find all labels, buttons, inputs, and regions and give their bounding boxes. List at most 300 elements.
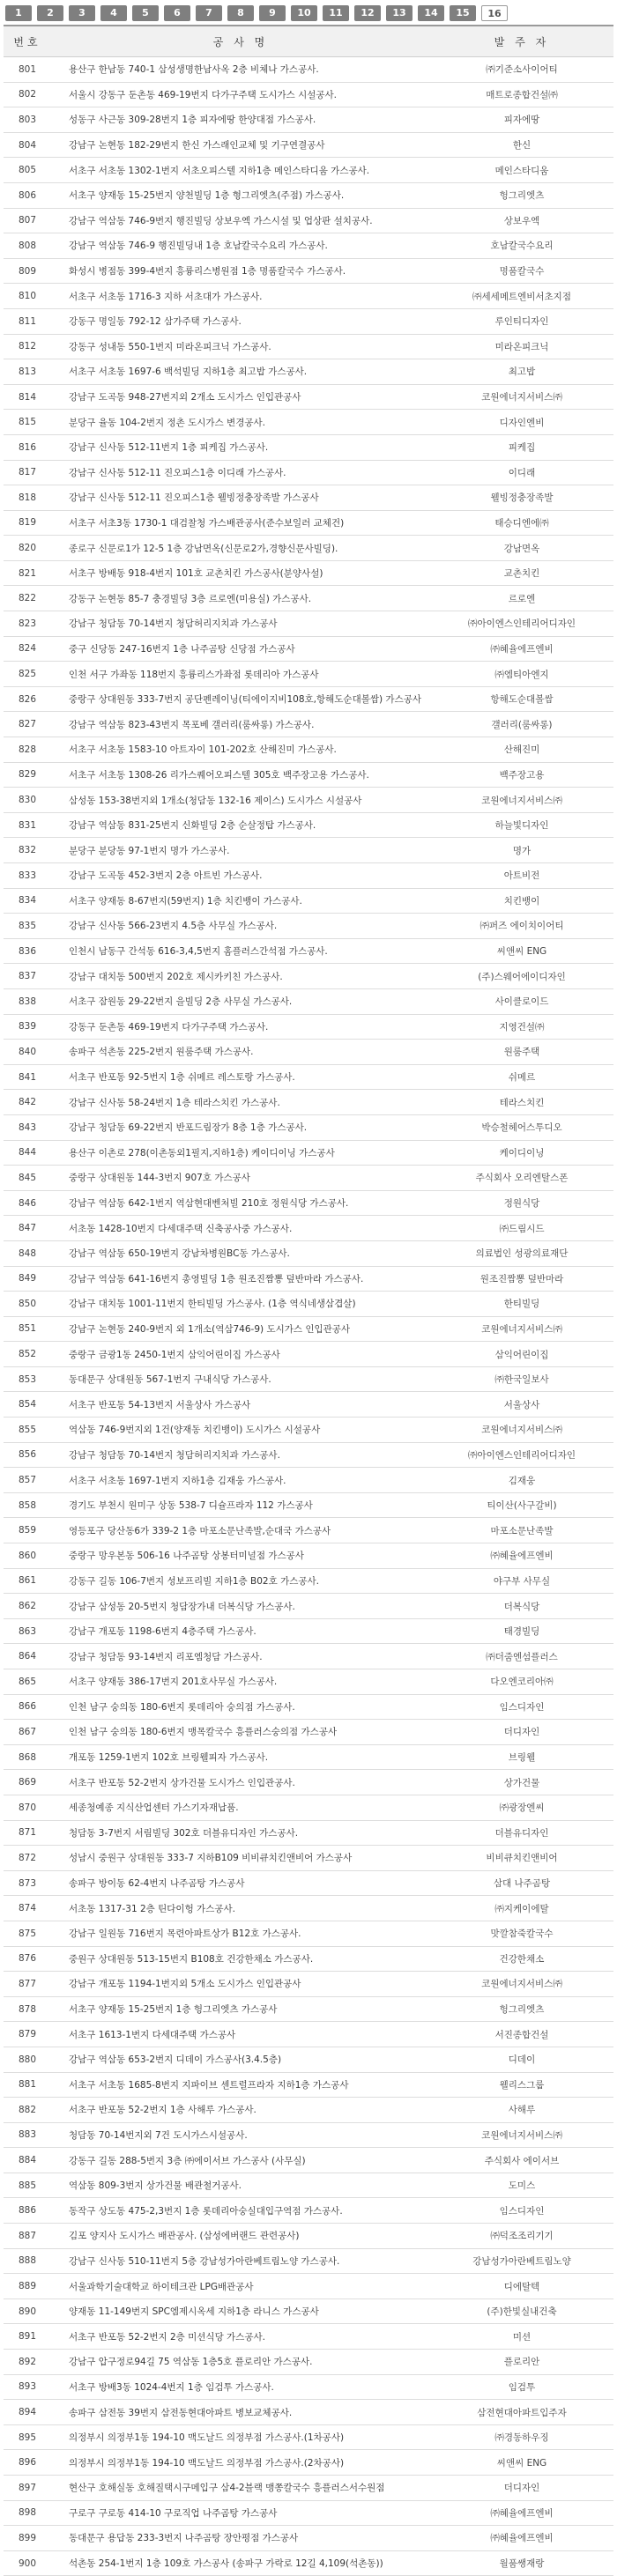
row-number: 851 [4,1316,51,1342]
table-row[interactable] [4,2098,613,2123]
client-name: ㈜혜율에프엔비 [430,1543,613,1569]
project-name-link[interactable]: 강동구 명일동 792-12 삼가주택 가스공사. [51,308,430,334]
client-name: 코원에너지서비스㈜ [430,1972,613,1997]
table-row[interactable] [4,510,613,536]
project-name-link[interactable]: 중원구 상대원동 513-15번지 B108호 건강한채소 가스공사. [51,1946,430,1972]
row-number: 887 [4,2224,51,2249]
table-row[interactable] [4,2424,613,2450]
project-name-link[interactable]: 중랑구 상대원동 144-3번지 907호 가스공사 [51,1166,430,1191]
row-number: 810 [4,284,51,309]
client-name: 헝그리엣츠 [430,1996,613,2022]
project-name-link[interactable]: 강남구 청담동 70-14번지 청담허리지치과 가스공사 [51,611,430,637]
row-number: 878 [4,1996,51,2022]
project-name-link[interactable]: 강동구 길동 106-7번지 성보프리빌 지하1층 B02호 가스공사. [51,1568,430,1594]
table-row[interactable] [4,938,613,964]
table-row[interactable] [4,1720,613,1745]
page-button-3[interactable]: 3 [69,5,95,21]
client-name: 플로리안 [430,2350,613,2375]
client-name: 삼전현대아파트입주자 [430,2400,613,2425]
table-row[interactable] [4,1921,613,1946]
page-button-6[interactable]: 6 [164,5,190,21]
table-row[interactable] [4,1140,613,1166]
project-name-link[interactable]: 강동구 성내동 550-1번지 미라온피크닉 가스공사. [51,334,430,359]
project-name-link[interactable]: 강남구 역삼동 746-9번지 행진빌딩 상보우엑 가스시설 및 업상판 설치공사. [51,208,430,233]
project-name-link[interactable]: 강남구 청담동 69-22번지 반포드림장가 8층 1층 가스공사. [51,1114,430,1140]
table-row[interactable] [4,536,613,561]
table-row[interactable] [4,434,613,460]
table-row[interactable] [4,1114,613,1140]
row-number: 899 [4,2526,51,2551]
project-name-link[interactable]: 서초동 1317-31 2층 틴다이헝 가스공사. [51,1896,430,1921]
table-row[interactable] [4,662,613,687]
table-row[interactable] [4,888,613,914]
client-name: 케이디이닝 [430,1140,613,1166]
table-row[interactable] [4,1820,613,1846]
client-name: 원조진짬뽕 덮반마라 [430,1266,613,1292]
client-name: 피케집 [430,434,613,460]
table-row[interactable] [4,964,613,989]
row-number: 867 [4,1720,51,1745]
project-name-link[interactable]: 서초구 서초동 1697-6 백석빌딩 지하1층 최고밥 가스공사. [51,359,430,385]
project-name-link[interactable]: 송파구 방이동 62-4번지 나주곰탕 가스공사 [51,1870,430,1896]
row-number: 865 [4,1669,51,1695]
project-name-link[interactable]: 용산구 이촌로 278(이촌동외1필지,지하1층) 케이디이닝 가스공사 [51,1140,430,1166]
page-button-16[interactable]: 16 [481,5,508,21]
table-row[interactable] [4,737,613,763]
table-row[interactable] [4,2072,613,2098]
table-row[interactable] [4,2476,613,2501]
client-name: 태경빌딩 [430,1618,613,1644]
project-name-link[interactable]: 강남구 역삼동 641-16번지 총영빌딩 1층 원조진짬뽕 덮반마라 가스공사. [51,1266,430,1292]
project-name-link[interactable]: 강남구 역삼동 823-43번지 목포베 갤러리(룸싸롱) 가스공사. [51,712,430,737]
table-row[interactable] [4,2526,613,2551]
project-name-link[interactable]: 인천시 남동구 간석동 616-3,4,5번지 홈플러스간석점 가스공사. [51,938,430,964]
table-row[interactable] [4,1492,613,1518]
row-number: 828 [4,737,51,763]
row-number: 803 [4,107,51,133]
project-name-link[interactable]: 서울시 강동구 둔촌동 469-19번지 다가구주택 도시가스 시설공사. [51,82,430,107]
table-row[interactable] [4,1770,613,1795]
project-name-link[interactable]: 서초구 서초동 1302-1번지 서초오피스텔 지하1층 메인스타디움 가스공사. [51,158,430,183]
row-number: 882 [4,2098,51,2123]
table-row[interactable] [4,2198,613,2224]
table-row[interactable] [4,1846,613,1871]
table-row[interactable] [4,1442,613,1468]
row-number: 802 [4,82,51,107]
row-number: 859 [4,1518,51,1543]
table-row[interactable] [4,1896,613,1921]
project-name-link[interactable]: 영등포구 당산동6가 339-2 1층 마포소문난족발,순대국 가스공사 [51,1518,430,1543]
project-name-link[interactable]: 구로구 구로동 414-10 구로직업 나주곰탕 가스공사 [51,2500,430,2526]
table-row[interactable] [4,1190,613,1216]
row-number: 806 [4,182,51,208]
row-number: 880 [4,2047,51,2072]
project-name-link[interactable]: 경기도 부천시 원미구 상동 538-7 디슐프라자 112 가스공사 [51,1492,430,1518]
row-number: 863 [4,1618,51,1644]
table-row[interactable] [4,284,613,309]
client-name: 호남칼국수요리 [430,233,613,259]
project-name-link[interactable]: 강남구 청담동 93-14번지 리포엠청담 가스공사. [51,1644,430,1669]
table-row[interactable] [4,57,613,83]
table-row[interactable] [4,838,613,863]
project-name-link[interactable]: 서초구 방배동 918-4번지 101호 교촌치킨 가스공사(분양사설) [51,560,430,586]
project-name-link[interactable]: 역삼동 809-3번지 상가건물 배관철거공사. [51,2173,430,2198]
table-row[interactable] [4,712,613,737]
table-row[interactable] [4,158,613,183]
row-number: 857 [4,1468,51,1493]
client-name: 티이산(사구갈비) [430,1492,613,1518]
table-row[interactable] [4,359,613,385]
page-button-2[interactable]: 2 [37,5,63,21]
project-name-link[interactable]: 종로구 신문로1가 12-5 1층 강남면옥(신문로2가,경향신문사빌딩). [51,536,430,561]
client-name: ㈜엠티아엔지 [430,662,613,687]
row-number: 845 [4,1166,51,1191]
table-row[interactable] [4,636,613,662]
client-name: 코원에너지서비스㈜ [430,2122,613,2148]
project-name-link[interactable]: 강남구 역삼동 642-1번지 역삼현대벤처빌 210호 정원식당 가스공사. [51,1190,430,1216]
page-button-1[interactable]: 1 [5,5,32,21]
table-row[interactable] [4,611,613,637]
row-number: 827 [4,712,51,737]
project-name-link[interactable]: 중랑구 상대원동 333-7번지 공단펜레이닝(티에이지비108호,항해도순대볼쌈) 가스공사 [51,686,430,712]
table-row[interactable] [4,233,613,259]
project-name-link[interactable]: 강남구 역삼동 831-25번지 신화빌딩 2층 순살정탑 가스공사. [51,812,430,838]
client-name: ㈜경동하우징 [430,2424,613,2450]
project-name-link[interactable]: 중구 신당동 247-16번지 1층 나주곰탕 신당점 가스공사 [51,636,430,662]
project-name-link[interactable]: 서초구 서초3동 1730-1 대검찰청 가스배관공사(준수보일러 교체건) [51,510,430,536]
table-row[interactable] [4,1518,613,1543]
project-name-link[interactable]: 강남구 일원동 716번지 목련아파트상가 B12호 가스공사. [51,1921,430,1946]
row-number: 886 [4,2198,51,2224]
row-number: 856 [4,1442,51,1468]
table-row[interactable] [4,1594,613,1619]
project-name-link[interactable]: 의정부시 의정부1동 194-10 맥도날드 의정부점 가스공사.(1차공사) [51,2424,430,2450]
table-row[interactable] [4,686,613,712]
client-name: 디자인엔비 [430,410,613,435]
project-name-link[interactable]: 중랑구 금광1동 2450-1번지 삼익어린이집 가스공사 [51,1342,430,1367]
project-name-link[interactable]: 강남구 역삼동 650-19번지 강남차병원BC동 가스공사. [51,1240,430,1266]
table-row[interactable] [4,2350,613,2375]
table-row[interactable] [4,1568,613,1594]
table-row[interactable] [4,2550,613,2576]
header-number: 번호 [4,26,51,57]
project-name-link[interactable]: 서초구 서초동 1685-8번지 지파이브 센트럴프라자 지하1층 가스공사 [51,2072,430,2098]
project-name-link[interactable]: 서초구 서초동 1697-1번지 지하1층 김재웅 가스공사. [51,1468,430,1493]
row-number: 804 [4,132,51,158]
row-number: 872 [4,1846,51,1871]
table-row[interactable] [4,2022,613,2047]
project-name-link[interactable]: 강남구 대치동 500번지 202호 제시카키친 가스공사. [51,964,430,989]
row-number: 838 [4,988,51,1014]
table-row[interactable] [4,485,613,511]
row-number: 816 [4,434,51,460]
table-row[interactable] [4,1166,613,1191]
project-name-link[interactable]: 강남구 역삼동 653-2번지 디데이 가스공사(3.4.5층) [51,2047,430,2072]
row-number: 870 [4,1795,51,1820]
client-name: ㈜드림시드 [430,1216,613,1241]
client-name: 더디자인 [430,2476,613,2501]
project-name-link[interactable]: 세종청예종 지식산업센터 가스기자재납품. [51,1795,430,1820]
project-name-link[interactable]: 인천 남구 숭의동 180-6번지 롯데리아 숭의점 가스공사. [51,1694,430,1720]
client-name: (주)한빛실내건축 [430,2298,613,2324]
project-name-link[interactable]: 강남구 신사동 512-11번지 1층 피케집 가스공사. [51,434,430,460]
project-name-link[interactable]: 중랑구 망우본동 506-16 나주곰탕 상봉터미널점 가스공사 [51,1543,430,1569]
project-name-link[interactable]: 현산구 호해실동 호해질택시구메입구 삼4-2블랙 맹쫑칼국수 흥플러스서수원점 [51,2476,430,2501]
project-name-link[interactable]: 강남구 역삼동 746-9 행진빌딩내 1층 호남칼국수요리 가스공사. [51,233,430,259]
table-row[interactable] [4,1870,613,1896]
project-name-link[interactable]: 강남구 삼성동 20-5번지 청담장가내 더복식당 가스공사. [51,1594,430,1619]
project-name-link[interactable]: 동대문구 용답동 233-3번지 나주곰탕 장안평점 가스공사 [51,2526,430,2551]
table-row[interactable] [4,914,613,939]
row-number: 871 [4,1820,51,1846]
project-name-link[interactable]: 석촌동 254-1번지 1층 109호 가스공사 (송파구 가락로 12길 4,109(석촌동)) [51,2550,430,2576]
row-number: 884 [4,2148,51,2173]
table-row[interactable] [4,2122,613,2148]
table-row[interactable] [4,2173,613,2198]
project-name-link[interactable]: 삼성동 153-38번지외 1개소(청담동 132-16 제이스) 도시가스 시설공사 [51,788,430,813]
project-name-link[interactable]: 서초구 양재동 8-67번지(59번지) 1층 치킨뱅이 가스공사. [51,888,430,914]
pagination [0,0,617,25]
project-name-link[interactable]: 송파구 삼전동 39번지 삼전동현대아파트 병보교체공사. [51,2400,430,2425]
row-number: 840 [4,1040,51,1065]
table-row[interactable] [4,82,613,107]
table-row[interactable] [4,812,613,838]
page-button-4[interactable]: 4 [100,5,127,21]
page-button-5[interactable]: 5 [132,5,159,21]
project-name-link[interactable]: 강남구 대치동 1001-11번지 한티빌딩 가스공사. (1층 역식네생삼겹살) [51,1292,430,1317]
project-name-link[interactable]: 역삼동 746-9번지외 1건(양재동 치킨뱅이) 도시가스 시설공사 [51,1418,430,1443]
row-number: 835 [4,914,51,939]
client-name: ㈜더줌엔섬플러스 [430,1644,613,1669]
project-name-link[interactable]: 강동구 둔촌동 469-19번지 다가구주택 가스공사. [51,1014,430,1040]
table-row[interactable] [4,1014,613,1040]
client-name: 브링웰 [430,1744,613,1770]
table-row[interactable] [4,1618,613,1644]
project-name-link[interactable]: 강남구 논현동 182-29번지 한신 가스래인교체 및 기구연결공사 [51,132,430,158]
project-name-link[interactable]: 강남구 청담동 70-14번지 청담허리지치과 가스공사. [51,1442,430,1468]
project-name-link[interactable]: 청담동 3-7번지 서림빌딩 302호 더블유디자인 가스공사. [51,1820,430,1846]
project-name-link[interactable]: 강남구 개포동 1194-1번지외 5개소 도시가스 인입관공사 [51,1972,430,1997]
project-name-link[interactable]: 서초구 반포동 52-2번지 상가건물 도시가스 인입관공사. [51,1770,430,1795]
row-number: 864 [4,1644,51,1669]
table-row[interactable] [4,1090,613,1115]
project-name-link[interactable]: 서초구 방배3동 1024-4번지 1층 임검투 가스공사. [51,2374,430,2400]
table-row[interactable] [4,1543,613,1569]
row-number: 825 [4,662,51,687]
client-name: 최고밥 [430,359,613,385]
page-button-14[interactable]: 14 [418,5,444,21]
client-name: 의료법인 성광의료재단 [430,1240,613,1266]
row-number: 834 [4,888,51,914]
client-name: ㈜기준소사이어티 [430,57,613,83]
project-name-link[interactable]: 송파구 석촌동 225-2번지 원룸주택 가스공사. [51,1040,430,1065]
project-name-link[interactable]: 용산구 한남동 740-1 삼성생명한남사옥 2층 비체나 가스공사. [51,57,430,83]
client-name: 임검투 [430,2374,613,2400]
client-name: 명품칼국수 [430,258,613,284]
project-name-link[interactable]: 강남구 신사동 512-11 진오피스1층 이디래 가스공사. [51,460,430,485]
project-name-link[interactable]: 서초구 양재동 15-25번지 양천빌딩 1층 형그리엣츠(주점) 가스공사. [51,182,430,208]
project-name-link[interactable]: 강남구 도곡동 452-3번지 2층 아트빈 가스공사. [51,863,430,889]
client-name: 명가 [430,838,613,863]
project-name-link[interactable]: 강남구 논현동 240-9번지 외 1개소(역삼746-9) 도시가스 인입관공사 [51,1316,430,1342]
project-name-link[interactable]: 서초구 서초동 1308-26 리가스퀘어오피스텔 305호 백주장고용 가스공사. [51,762,430,788]
project-name-link[interactable]: 강남구 개포동 1198-6번지 4층주택 가스공사. [51,1618,430,1644]
table-row[interactable] [4,2500,613,2526]
project-name-link[interactable]: 서초구 양재동 386-17번지 201호사무실 가스공사. [51,1669,430,1695]
row-number: 833 [4,863,51,889]
table-row[interactable] [4,2400,613,2425]
table-row[interactable] [4,1644,613,1669]
client-name: ㈜아이엔스인테리어디자인 [430,611,613,637]
project-name-link[interactable]: 동작구 상도동 475-2,3번지 1층 롯데리아숭실대입구역점 가스공사. [51,2198,430,2224]
table-row[interactable] [4,586,613,611]
project-name-link[interactable]: 강남구 압구정로94길 75 역삼동 1층5호 플로리안 가스공사. [51,2350,430,2375]
table-row[interactable] [4,208,613,233]
project-name-link[interactable]: 강남구 신사동 510-11번지 5층 강남성가아란베트림노양 가스공사. [51,2248,430,2274]
project-name-link[interactable]: 인천 서구 가좌동 118번지 흥륭리스가좌점 롯데리아 가스공사 [51,662,430,687]
row-number: 826 [4,686,51,712]
table-row[interactable] [4,334,613,359]
table-row[interactable] [4,2374,613,2400]
table-row[interactable] [4,258,613,284]
table-row[interactable] [4,1266,613,1292]
client-name: 주식회사 에이서브 [430,2148,613,2173]
table-row[interactable] [4,1240,613,1266]
table-row[interactable] [4,762,613,788]
project-name-link[interactable]: 서초구 반포동 54-13번지 서울상사 가스공사 [51,1392,430,1418]
table-row[interactable] [4,788,613,813]
table-row[interactable] [4,2047,613,2072]
client-name: 산해진미 [430,737,613,763]
project-name-link[interactable]: 서초동 1428-10번지 다세대주택 신축공사중 가스공사. [51,1216,430,1241]
project-name-link[interactable]: 동대문구 상대원동 567-1번지 구내식당 가스공사. [51,1366,430,1392]
row-number: 832 [4,838,51,863]
table-row[interactable] [4,2274,613,2299]
project-name-link[interactable]: 서초구 잠원동 29-22번지 을빌딩 2층 사무실 가스공사. [51,988,430,1014]
project-name-link[interactable]: 분당구 분당동 97-1번지 명가 가스공사. [51,838,430,863]
project-name-link[interactable]: 강남구 신사동 512-11 진오피스1층 웰빙정충장족발 가스공사 [51,485,430,511]
table-row[interactable] [4,410,613,435]
project-name-link[interactable]: 성남시 중원구 상대원동 333-7 지하B109 비비큐치킨앤비어 가스공사 [51,1846,430,1871]
project-name-link[interactable]: 의정부시 의정부1동 194-10 맥도날드 의정부점 가스공사.(2차공사) [51,2450,430,2476]
row-number: 860 [4,1543,51,1569]
table-row[interactable] [4,1366,613,1392]
table-row[interactable] [4,1669,613,1695]
table-row[interactable] [4,384,613,410]
table-row[interactable] [4,1216,613,1241]
table-row[interactable] [4,1418,613,1443]
page-button-10[interactable]: 10 [291,5,317,21]
client-name: 임스디자인 [430,1694,613,1720]
row-number: 873 [4,1870,51,1896]
table-row[interactable] [4,2298,613,2324]
table-row[interactable] [4,182,613,208]
project-name-link[interactable]: 서초구 서초동 1583-10 아트자이 101-202호 산해진미 가스공사. [51,737,430,763]
page-button-11[interactable]: 11 [323,5,349,21]
client-name: 교촌치킨 [430,560,613,586]
table-row[interactable] [4,107,613,133]
table-row[interactable] [4,1795,613,1820]
project-name-link[interactable]: 성동구 사근동 309-28번지 1층 피자에땅 한양대점 가스공사. [51,107,430,133]
row-number: 889 [4,2274,51,2299]
table-row[interactable] [4,1342,613,1367]
table-row[interactable] [4,1972,613,1997]
table-row[interactable] [4,1316,613,1342]
client-name: 김재웅 [430,1468,613,1493]
project-name-link[interactable]: 서초구 1613-1번지 다세대주택 가스공사 [51,2022,430,2047]
project-name-link[interactable]: 개포동 1259-1번지 102호 브링웰피자 가스공사. [51,1744,430,1770]
project-name-link[interactable]: 화성시 병점동 399-4번지 흥륭리스병원점 1층 명품칼국수 가스공사. [51,258,430,284]
table-row[interactable] [4,988,613,1014]
table-row[interactable] [4,1468,613,1493]
client-name: 상보우엑 [430,208,613,233]
table-row[interactable] [4,2224,613,2249]
table-row[interactable] [4,1744,613,1770]
row-number: 846 [4,1190,51,1216]
table-row[interactable] [4,132,613,158]
page-button-12[interactable]: 12 [354,5,381,21]
client-name: 치킨뱅이 [430,888,613,914]
client-name: 건강한채소 [430,1946,613,1972]
project-name-link[interactable]: 김포 양지사 도시가스 배관공사. (삼성에버랜드 관련공사) [51,2224,430,2249]
project-name-link[interactable]: 양재동 11-149번지 SPC엠제시옥세 지하1층 라니스 가스공사 [51,2298,430,2324]
row-number: 896 [4,2450,51,2476]
project-name-link[interactable]: 강동구 논현동 85-7 충경빌딩 3층 르로엔(미용실) 가스공사. [51,586,430,611]
row-number: 823 [4,611,51,637]
project-name-link[interactable]: 강동구 길동 288-5번지 3층 ㈜에이서브 가스공사 (사무실) [51,2148,430,2173]
project-name-link[interactable]: 분당구 율동 104-2번지 정촌 도시가스 변경공사. [51,410,430,435]
table-row[interactable] [4,2450,613,2476]
table-row[interactable] [4,2148,613,2173]
table-row[interactable] [4,560,613,586]
table-row[interactable] [4,1064,613,1090]
page-button-7[interactable]: 7 [196,5,222,21]
project-name-link[interactable]: 강남구 도곡동 948-27번지외 2개소 도시가스 인입관공사 [51,384,430,410]
table-row[interactable] [4,1946,613,1972]
client-name: 백주장고용 [430,762,613,788]
client-name: 피자에땅 [430,107,613,133]
table-row[interactable] [4,1292,613,1317]
page-button-8[interactable]: 8 [227,5,254,21]
table-row[interactable] [4,2324,613,2350]
page-button-13[interactable]: 13 [386,5,413,21]
table-row[interactable] [4,863,613,889]
project-name-link[interactable]: 강남구 신사동 58-24번지 1층 테라스치킨 가스공사. [51,1090,430,1115]
project-name-link[interactable]: 서초구 반포동 52-2번지 1층 사해루 가스공사. [51,2098,430,2123]
project-name-link[interactable]: 서초구 반포동 52-2번지 2층 미션식당 가스공사. [51,2324,430,2350]
project-name-link[interactable]: 서초구 서초동 1716-3 지하 서초대가 가스공사. [51,284,430,309]
client-name: ㈜퍼즈 에이치이어티 [430,914,613,939]
table-row[interactable] [4,2248,613,2274]
table-row[interactable] [4,1996,613,2022]
table-row[interactable] [4,1694,613,1720]
project-name-link[interactable]: 강남구 신사동 566-23번지 4.5층 사무실 가스공사. [51,914,430,939]
table-row[interactable] [4,460,613,485]
project-name-link[interactable]: 인천 남구 숭의동 180-6번지 맹목칼국수 흥플러스숭의점 가스공사 [51,1720,430,1745]
table-row[interactable] [4,1040,613,1065]
project-name-link[interactable]: 청담동 70-14번지외 7건 도시가스시설공사. [51,2122,430,2148]
project-name-link[interactable]: 서초구 양재동 15-25번지 1층 헝그리엣츠 가스공사 [51,1996,430,2022]
row-number: 861 [4,1568,51,1594]
project-name-link[interactable]: 서울과학기술대학교 하이테크관 LPG배관공사 [51,2274,430,2299]
table-row[interactable] [4,1392,613,1418]
page-button-15[interactable]: 15 [450,5,476,21]
table-row[interactable] [4,308,613,334]
row-number: 801 [4,57,51,83]
client-name: 헝그리엣츠 [430,182,613,208]
page-button-9[interactable]: 9 [259,5,286,21]
project-name-link[interactable]: 서초구 반포동 92-5번지 1층 쉬메르 레스토랑 가스공사. [51,1064,430,1090]
